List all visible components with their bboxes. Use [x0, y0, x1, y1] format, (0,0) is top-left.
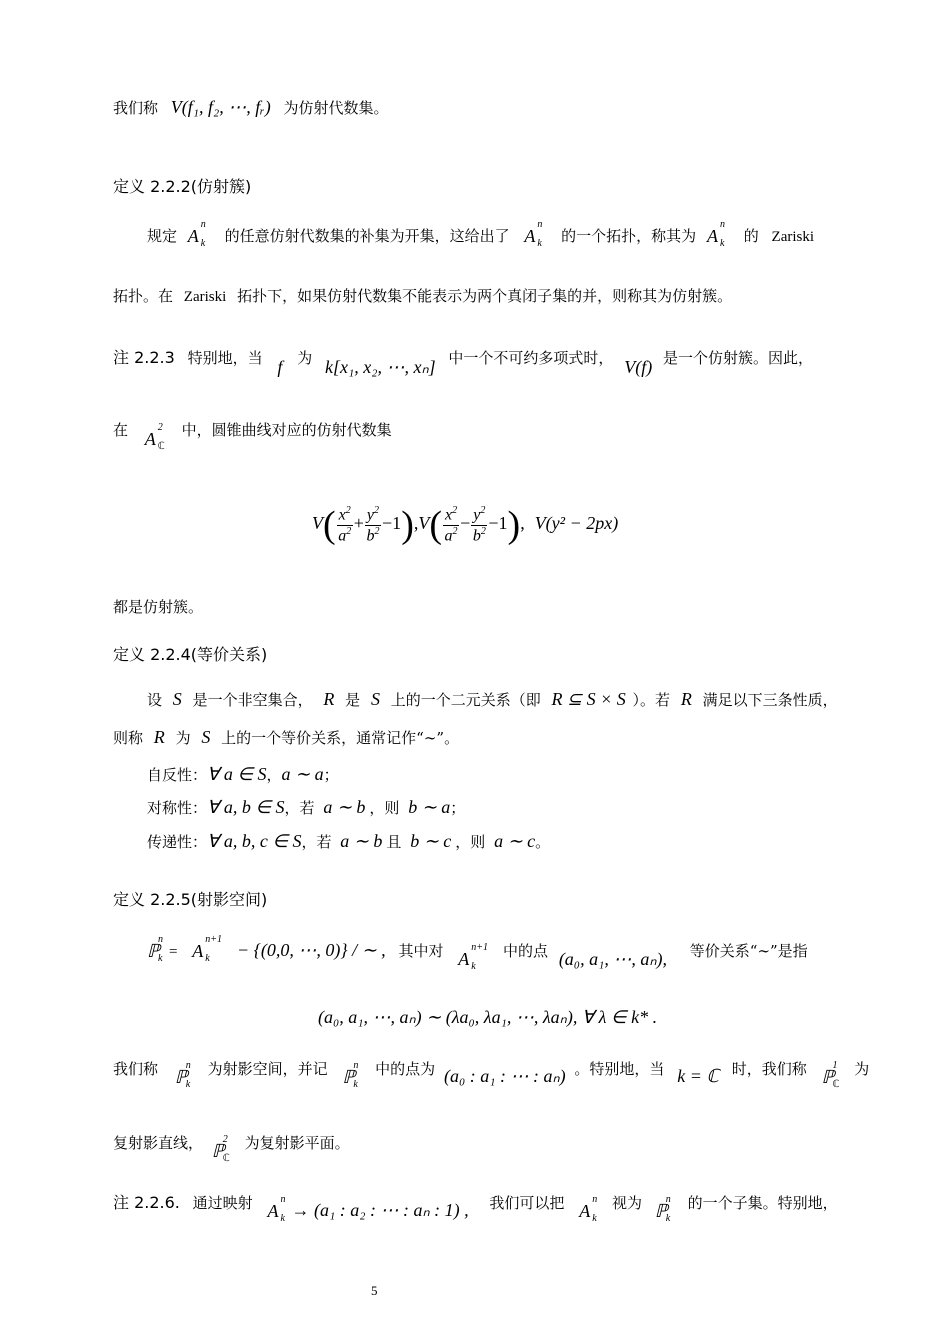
math: a ∼ b — [340, 831, 383, 851]
math-A2C: A 2 ℂ — [144, 422, 165, 452]
math: ∀ a ∈ S — [207, 764, 267, 784]
text: 其中对 — [398, 942, 444, 960]
conics-formula: V( $\frac{x^2}{a^2}$ + $\frac{y^2}{b^2}$ −1),V( $\frac{x^2}{a^2}$ − $\frac{y^2}{b^2}$ −1), V(y² − 2px) — [312, 504, 619, 546]
para-225-line2 — [113, 1133, 350, 1164]
text: ，则 — [369, 799, 400, 817]
text: 的 — [743, 226, 759, 245]
math-Pkn: ℙ n k — [342, 1060, 359, 1091]
text: 自反性： — [147, 766, 208, 784]
text: 是 — [345, 691, 361, 709]
text: 中一个不可约多项式时， — [448, 349, 614, 367]
math-f: f — [277, 357, 283, 377]
text: 中的点为 — [375, 1060, 436, 1078]
math-Akn: A n k — [187, 219, 206, 249]
symmetric-line — [147, 797, 465, 819]
math-polynomial-ring: k[x₁, x₂, ⋯, xₙ] — [324, 357, 436, 377]
definition-2-2-5-heading: 定义 2.2.5(射影空间) — [113, 890, 268, 909]
definition-2-2-2-heading: 定义 2.2.2(仿射簇) — [113, 177, 252, 196]
math-Akn: A n k — [706, 219, 725, 249]
note-2-2-3-line1 — [113, 347, 813, 377]
text: 传递性： — [147, 833, 208, 851]
text-zariski: Zariski — [183, 289, 227, 305]
text: 。 — [535, 833, 551, 851]
text: 则称 — [113, 729, 144, 747]
math-minus-origin: − {(0,0, ⋯, 0)} / ∼ , — [237, 940, 386, 960]
text: 我们可以把 — [489, 1194, 565, 1212]
text: 为 — [297, 349, 313, 367]
page-number: 5 — [371, 1283, 378, 1298]
math-Akn: A n k — [267, 1194, 286, 1225]
intro-pre: 我们称 — [113, 99, 159, 117]
text: 视为 — [611, 1194, 642, 1212]
text: 我们称 — [113, 1060, 159, 1078]
text: 且 — [386, 833, 402, 851]
math-embedding-map: → (a₁ : a₂ : ⋯ : aₙ : 1) , — [291, 1200, 469, 1220]
math-Akn1: A n+1 k — [192, 934, 222, 965]
math-V-f: V(f) — [624, 357, 653, 377]
note-2-2-3-label: 注 2.2.3 — [113, 348, 175, 367]
math-Pkn: ℙ n k — [147, 934, 163, 965]
text: ，若 — [284, 799, 315, 817]
equals: = — [169, 944, 178, 960]
text: 拓扑。在 — [113, 287, 174, 305]
math-V: V — [312, 513, 323, 534]
text: 中的点 — [503, 942, 549, 960]
text: 特别地，当 — [187, 349, 263, 367]
text: ； — [323, 766, 339, 784]
math-P2C: ℙ 2 ℂ — [211, 1134, 230, 1164]
text: 规定 — [147, 226, 178, 245]
math-Akn: A n k — [524, 219, 543, 249]
text: 为 — [854, 1060, 870, 1078]
text: 的任意仿射代数集的补集为开集，这给出了 — [224, 226, 510, 245]
text: 上的一个等价关系，通常记作“∼”。 — [221, 729, 460, 747]
text-zariski: Zariski — [771, 228, 815, 245]
note-2-2-6-line — [113, 1192, 838, 1225]
projective-space-definition — [147, 934, 808, 973]
math-S: S — [172, 689, 182, 709]
math-point: (a₀, a₁, ⋯, aₙ), — [558, 949, 667, 969]
text: 的一个拓扑，称其为 — [561, 226, 697, 245]
text: 时，我们称 — [731, 1060, 807, 1078]
definition-2-2-4-heading: 定义 2.2.4(等价关系) — [113, 645, 268, 664]
text: 拓扑下，如果仿射代数集不能表示为两个真闭子集的并，则称其为仿射簇。 — [237, 287, 733, 305]
math: a ∼ b — [323, 797, 366, 817]
para-225-line1 — [113, 1058, 870, 1091]
math: b ∼ a — [408, 797, 451, 817]
math-R: R — [680, 689, 692, 709]
text: 满足以下三条性质， — [702, 691, 838, 709]
math-Pkn: ℙ n k — [654, 1194, 671, 1225]
text: ， — [266, 766, 282, 784]
text: 中，圆锥曲线对应的仿射代数集 — [181, 420, 392, 439]
all-varieties-line: 都是仿射簇。 — [113, 598, 204, 616]
text: ，则 — [455, 833, 486, 851]
text: ）。若 — [632, 691, 671, 709]
math: a ∼ a — [281, 764, 324, 784]
text: 为复射影平面。 — [244, 1133, 350, 1152]
para-222-line1 — [147, 219, 815, 249]
projective-equivalence-formula: (a₀, a₁, ⋯, aₙ) ∼ (λa₀, λa₁, ⋯, λaₙ), ∀ λ ∈ k* . — [318, 1007, 658, 1027]
math-Akn1: A n+1 k — [458, 942, 488, 973]
text: 设 — [147, 691, 163, 709]
math-R: R — [153, 727, 165, 747]
math-Pkn: ℙ n k — [174, 1060, 191, 1091]
math-R: R — [323, 689, 335, 709]
reflexive-line — [147, 764, 339, 786]
math-homogeneous-coords: (a₀ : a₁ : ⋯ : aₙ) — [443, 1066, 566, 1086]
text: 等价关系“∼”是指 — [689, 942, 808, 960]
text: 是一个非空集合， — [192, 691, 313, 709]
text: 复射影直线， — [113, 1133, 204, 1152]
math-P1C: ℙ 1 ℂ — [821, 1060, 840, 1091]
text: 。特别地，当 — [574, 1060, 665, 1078]
math: ∀ a, b, c ∈ S — [207, 831, 302, 851]
text: ； — [450, 799, 466, 817]
math: a ∼ c — [494, 831, 536, 851]
math-R-subset-SxS: R ⊆ S × S — [551, 689, 626, 709]
math: ∀ a, b ∈ S — [207, 797, 285, 817]
text: 是一个仿射簇。因此， — [662, 349, 813, 367]
math: b ∼ c — [410, 831, 452, 851]
math-V-f1-fr: V(f₁, f₂, ⋯, fᵣ) — [170, 97, 271, 117]
note-2-2-3-line2 — [113, 420, 392, 452]
intro-post: 为仿射代数集。 — [283, 99, 389, 117]
text: 在 — [113, 420, 129, 439]
math-S: S — [201, 727, 211, 747]
text: 上的一个二元关系（即 — [390, 691, 541, 709]
note-2-2-6-label: 注 2.2.6. — [113, 1193, 180, 1212]
para-224-line2 — [113, 727, 459, 749]
text: 为射影空间，并记 — [207, 1060, 328, 1078]
math-S: S — [370, 689, 380, 709]
text: 通过映射 — [192, 1194, 253, 1212]
text: 的一个子集。特别地， — [687, 1194, 838, 1212]
text: ，若 — [301, 833, 332, 851]
math-parabola: V(y² − 2px) — [534, 513, 619, 534]
transitive-line — [147, 831, 550, 853]
intro-line — [113, 97, 389, 119]
text: 对称性： — [147, 799, 208, 817]
para-224-line1 — [147, 689, 838, 711]
math-k-equals-C: k = ℂ — [677, 1066, 719, 1086]
text: 为 — [175, 729, 191, 747]
para-222-line2 — [113, 287, 732, 306]
math-Akn: A n k — [579, 1194, 598, 1225]
